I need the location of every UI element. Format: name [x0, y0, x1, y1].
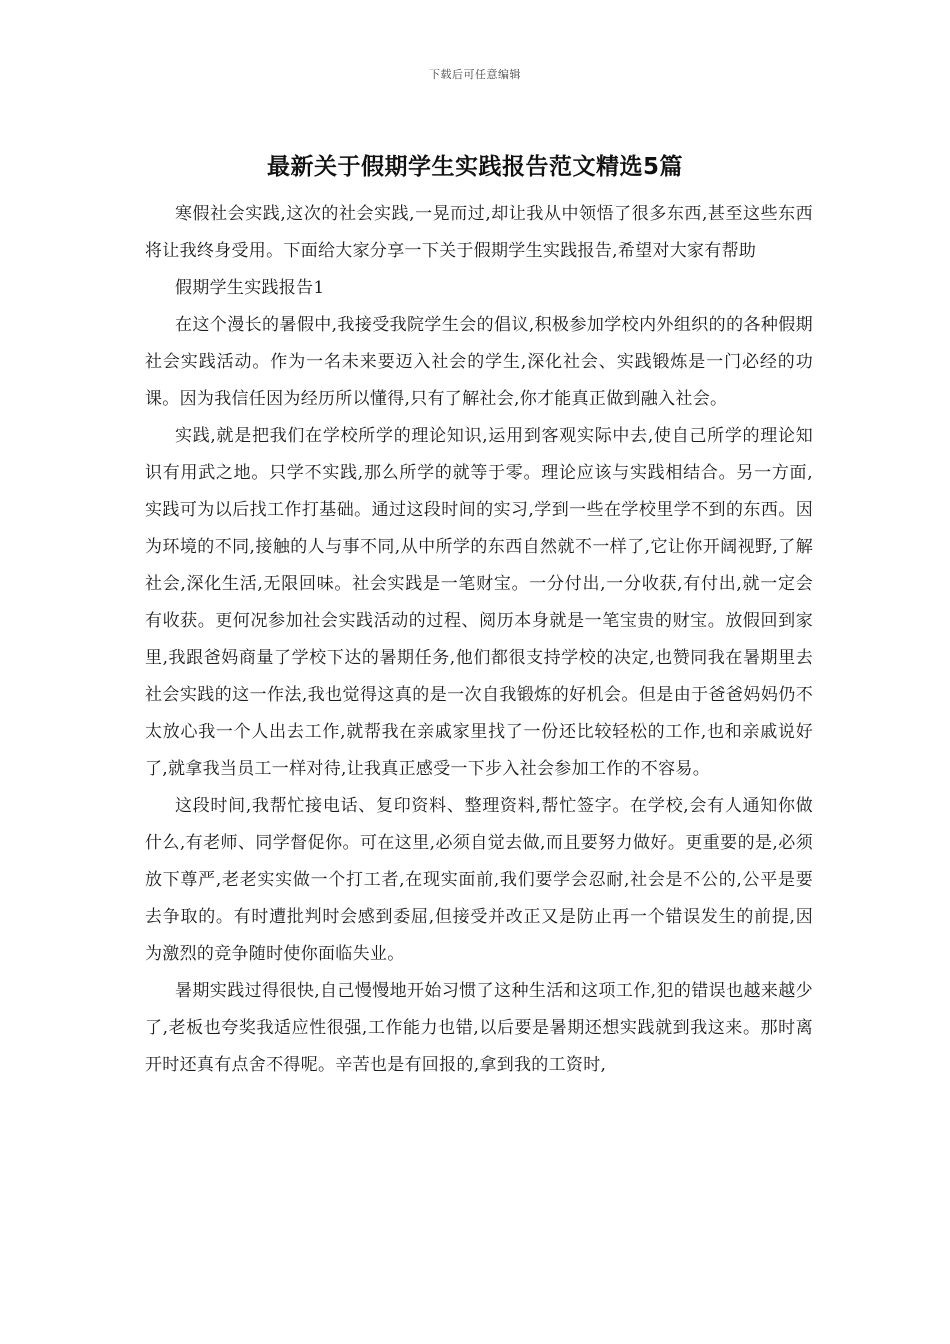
body-paragraph: 暑期实践过得很快,自己慢慢地开始习惯了这种生活和这项工作,犯的错误也越来越少了,老板也夸奖我适应性很强,工作能力也错,以后要是暑期还想实践就到我这来。那时离开时还真有点舍不得呢。辛苦也是有回报的,拿到我的工资时,: [145, 981, 813, 1075]
body-paragraph: 在这个漫长的暑假中,我接受我院学生会的倡议,积极参加学校内外组织的的各种假期社会实践活动。作为一名未来要迈入社会的学生,深化社会、实践锻炼是一门必经的功课。因为我信任因为经历所以懂得,只有了解社会,你才能真正做到融入社会。: [145, 315, 813, 409]
document-body: [145, 196, 813, 1084]
body-paragraph: 实践,就是把我们在学校所学的理论知识,运用到客观实际中去,使自己所学的理论知识有用武之地。只学不实践,那么所学的就等于零。理论应该与实践相结合。另一方面,实践可为以后找工作打基础。通过这段时间的实习,学到一些在学校里学不到的东西。因为环境的不同,接触的人与事不同,从中所学的东西自然就不一样了,它让你开阔视野,了解社会,深化生活,无限回味。社会实践是一笔财宝。一分付出,一分收获,有付出,就一定会有收获。更何况参加社会实践活动的过程、阅历本身就是一笔宝贵的财宝。放假回到家里,我跟爸妈商量了学校下达的暑期任务,他们都很支持学校的决定,也赞同我在暑期里去社会实践的这一作法,我也觉得这真的是一次自我锻炼的好机会。但是由于爸爸妈妈仍不太放心我一个人出去工作,就帮我在亲戚家里找了一份还比较轻松的工作,也和亲戚说好了,就拿我当员工一样对待,让我真正感受一下步入社会参加工作的不容易。: [145, 426, 813, 779]
section-heading: 假期学生实践报告1: [175, 278, 325, 298]
intro-paragraph: 寒假社会实践,这次的社会实践,一晃而过,却让我从中领悟了很多东西,甚至这些东西将让我终身受用。下面给大家分享一下关于假期学生实践报告,希望对大家有帮助: [145, 204, 813, 261]
body-paragraph: 这段时间,我帮忙接电话、复印资料、整理资料,帮忙签字。在学校,会有人通知你做什么,有老师、同学督促你。可在这里,必须自觉去做,而且要努力做好。更重要的是,必须放下尊严,老老实实做一个打工者,在现实面前,我们要学会忍耐,社会是不公的,公平是要去争取的。有时遭批判时会感到委屈,但接受并改正又是防止再一个错误发生的前提,因为激烈的竞争随时使你面临失业。: [145, 796, 813, 964]
header-note: 下载后可任意编辑: [429, 68, 521, 81]
document-title: 最新关于假期学生实践报告范文精选5篇: [266, 154, 683, 180]
